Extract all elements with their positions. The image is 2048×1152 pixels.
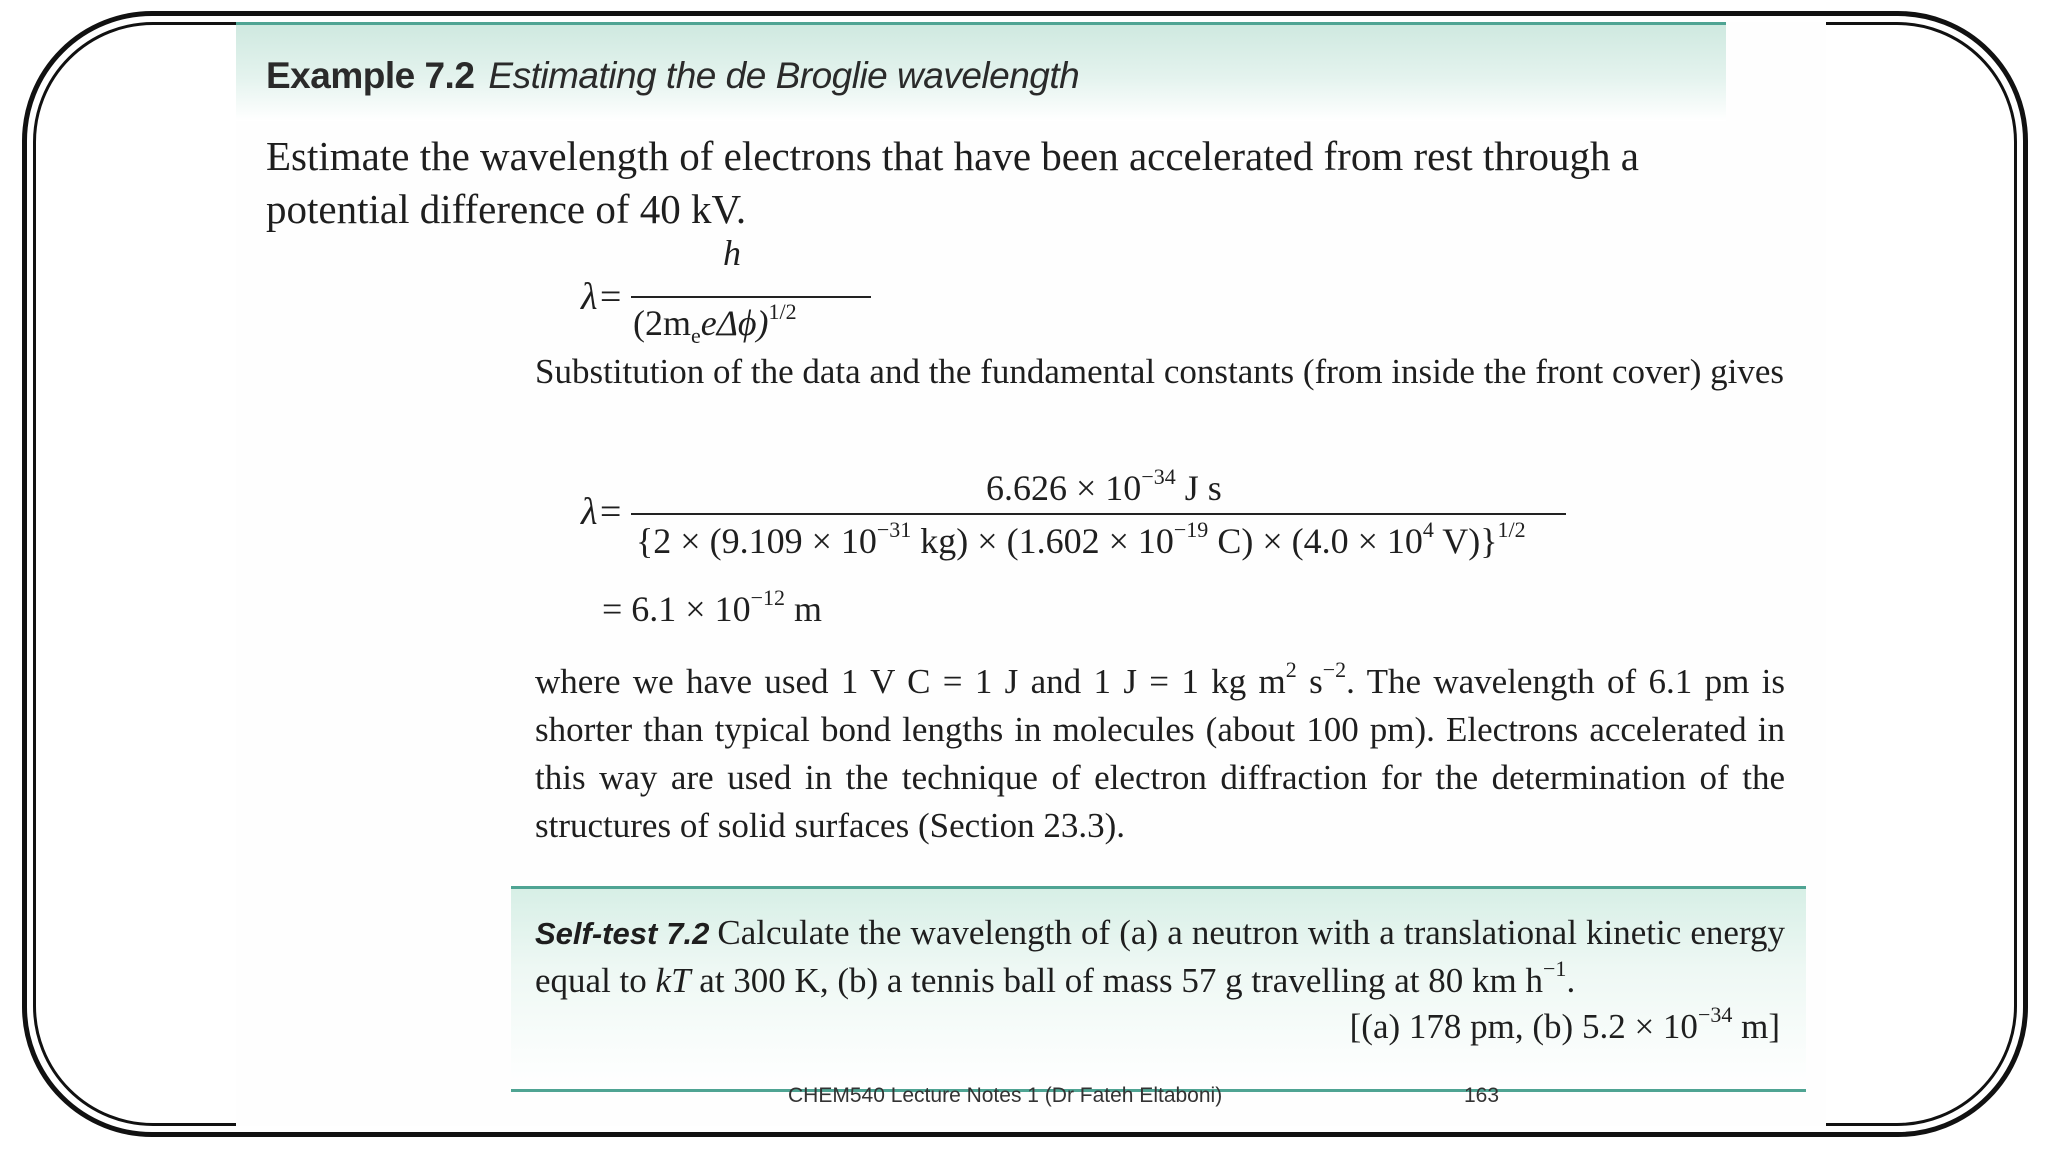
example-intro: Estimate the wavelength of electrons that have been accelerated from rest through a potential difference of 40 kV.: [266, 133, 1639, 232]
self-test-label: Self-test 7.2: [535, 916, 710, 951]
self-test-box: [511, 886, 1806, 1092]
eq2-result: = $6.1 \times 10^{-12}$ m: [602, 585, 823, 629]
self-test-text: Self-test 7.2 Calculate the wavelength of (a) a neutron with a translational kinetic energy equal to kT at 300 K, (b) a tennis ball of mass 57 g travelling at 80 km $h^{-1}$.: [535, 913, 1785, 1000]
eq1-denominator: $(2m_ee\Delta\phi)^{1/2}$: [633, 299, 797, 348]
equation-debroglie: [581, 232, 831, 352]
example-number: Example 7.2: [266, 55, 475, 96]
eq1-fraction-bar: [631, 296, 871, 298]
footer-course: CHEM540 Lecture Notes 1 (Dr Fateh Eltaboni): [788, 1084, 1223, 1107]
self-test-answer: [(a) 178 pm, (b) $5.2 \times 10^{-34}$ m]: [1349, 1002, 1780, 1046]
eq2-lhs: λ=: [581, 491, 624, 533]
textbook-page: [236, 22, 1826, 1126]
eq2-numerator: $6.626 \times 10^{-34}$ J s: [986, 464, 1222, 508]
eq2-denominator: {$2 \times (9.109 \times 10^{-31}$ $kg) \times (1.602 \times 10^{-19}$ $C) \times (4.0 \times 10^4$ V)}$^{1/2}$: [636, 517, 1526, 561]
footer-page-number: 163: [1464, 1084, 1500, 1107]
eq1-numerator: h: [723, 233, 741, 273]
example-heading: Estimating the de Broglie wavelength: [488, 55, 1080, 96]
substitution-text: Substitution of the data and the fundamental constants (from inside the front cover) gives: [535, 352, 1784, 391]
explanation-text: where we have used 1 V C = 1 J and 1 J = 1 kg $m^2$ $s^{-2}$. The wavelength of 6.1 pm is shorter than typical bond lengths in molecules (about 100 pm). Electrons accelerated in this way are used in the technique of electron diffraction for the determination of the structures of solid surfaces (Section 23.3).: [535, 657, 1785, 845]
eq2-fraction-bar: [631, 513, 1566, 515]
example-title: [266, 55, 1079, 97]
eq1-lhs: λ=: [581, 276, 624, 318]
example-header: [236, 22, 1726, 121]
